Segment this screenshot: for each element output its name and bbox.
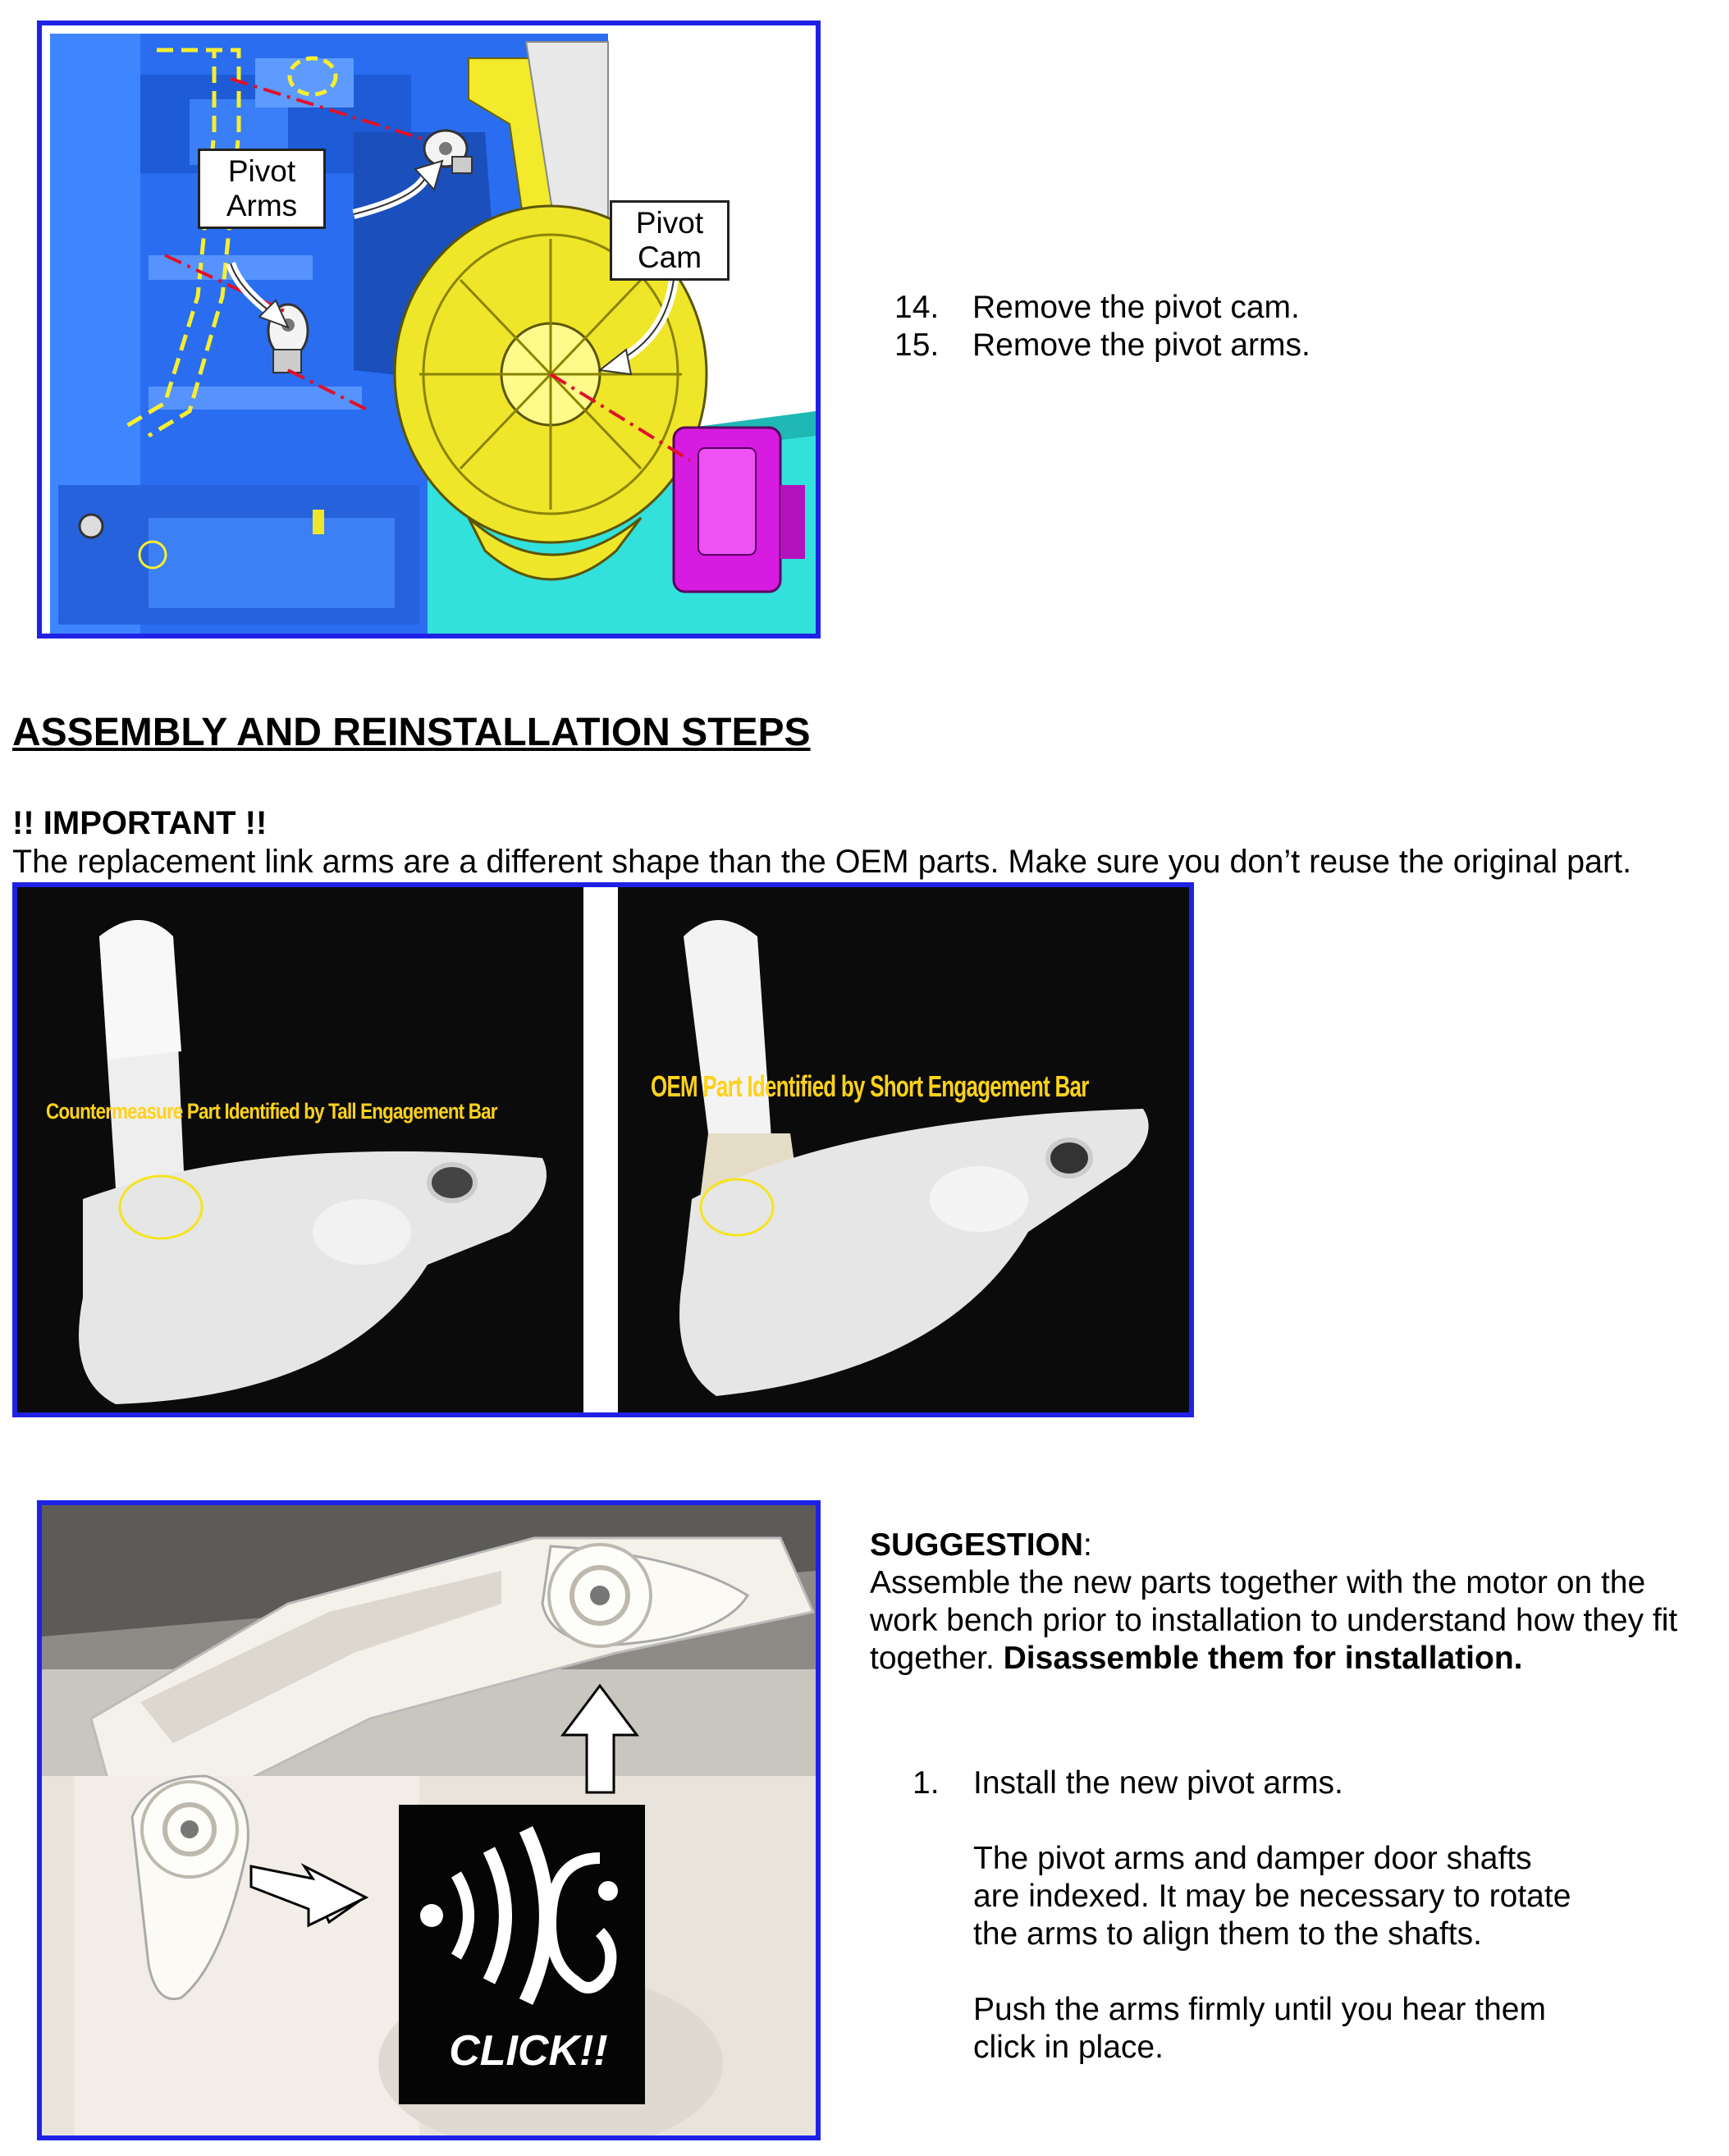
list-item xyxy=(894,327,1633,364)
suggestion-heading xyxy=(870,1527,1682,1564)
removal-steps xyxy=(894,289,1633,364)
oem-caption: OEM Part Identified by Short Engagement Bar xyxy=(651,1069,1089,1103)
important-label: !! IMPORTANT !! xyxy=(12,805,268,841)
section-heading: ASSEMBLY AND REINSTALLATION STEPS xyxy=(12,711,811,754)
step-paragraph: The pivot arms and damper door shafts are indexed. It may be necessary to rotate the arms to align them to the shafts. xyxy=(973,1841,1571,1952)
step-text: Install the new pivot arms. xyxy=(973,1765,1343,1801)
important-text: The replacement link arms are a different shape than the OEM parts. Make sure you don’t reuse the original part. xyxy=(12,844,1632,880)
countermeasure-photo xyxy=(17,887,583,1412)
callout-pivot-cam: Pivot Cam xyxy=(610,200,730,281)
oem-photo xyxy=(618,887,1189,1412)
suggestion-block xyxy=(870,1527,1682,1678)
countermeasure-caption: Countermeasure Part Identified by Tall Engagement Bar xyxy=(46,1099,497,1124)
step-text: Remove the pivot arms. xyxy=(972,327,1310,363)
countermeasure-part-image xyxy=(17,887,583,1412)
comparison-photos-frame xyxy=(12,882,1194,1417)
pivot-diagram xyxy=(42,25,816,634)
suggestion-text xyxy=(870,1564,1682,1678)
callout-pivot-arms: Pivot Arms xyxy=(198,149,326,229)
install-photo-frame xyxy=(37,1500,821,2140)
oem-part-image xyxy=(618,887,1189,1412)
suggestion-emphasis: Disassemble them for installation. xyxy=(1003,1641,1523,1676)
photo-divider xyxy=(583,887,618,1412)
suggestion-body: Assemble the new parts together with the motor on the work bench prior to installation to understand how they fit together. xyxy=(870,1565,1678,1676)
step-number: 15. xyxy=(894,327,940,363)
list-item xyxy=(913,1765,1635,1802)
install-photo-image xyxy=(42,1505,816,2135)
install-steps xyxy=(913,1765,1635,2067)
step-paragraph: Push the arms firmly until you hear them click in place. xyxy=(973,1992,1546,2065)
pivot-diagram-frame xyxy=(37,21,821,639)
list-item xyxy=(894,289,1633,327)
step-text: Remove the pivot cam. xyxy=(972,290,1300,325)
step-number: 1. xyxy=(913,1765,940,1801)
suggestion-label: SUGGESTION xyxy=(870,1527,1084,1563)
click-label: CLICK!! xyxy=(449,2027,608,2075)
step-number: 14. xyxy=(894,290,940,325)
suggestion-colon: : xyxy=(1083,1527,1092,1563)
